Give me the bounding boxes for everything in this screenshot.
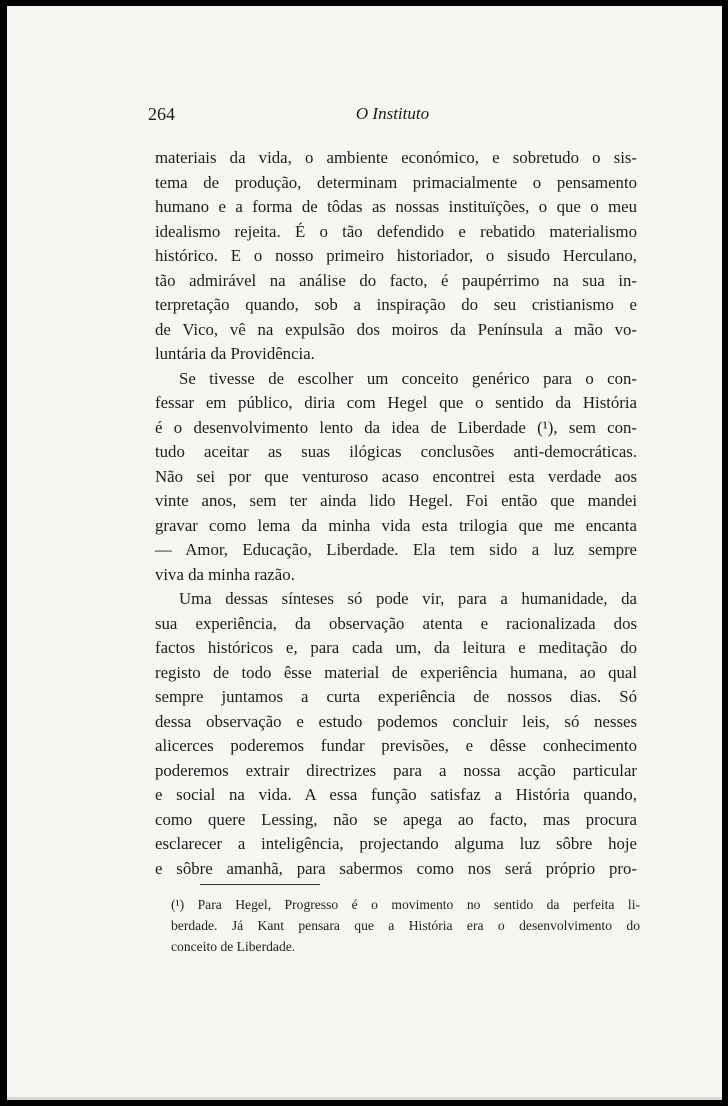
text-line: vinte anos, sem ter ainda lido Hegel. Foi então que mandei (155, 491, 637, 510)
text-line: dessa observação e estudo podemos concluir leis, só nesses (155, 711, 637, 731)
text-line: gravar como lema da minha vida esta trilogia que me encanta (155, 515, 637, 535)
text-line: viva da minha razão. (155, 564, 295, 584)
text-line: terpretação quando, sob a inspiração do seu cristianismo e (155, 295, 637, 314)
text-line: luntária da Providência. (155, 344, 315, 363)
text-line: tudo aceitar as suas ilógicas conclusões anti-democráticas. (155, 442, 637, 461)
footnotes (171, 894, 640, 957)
text-line: e social na vida. A essa função satisfaz a História quando, (155, 785, 637, 804)
text-line: sempre juntamos a curta experiência de nossos dias. Só (155, 687, 637, 706)
footnote-divider (200, 884, 320, 885)
footnote-line: conceito de Liberdade. (171, 939, 296, 954)
text-line: fessar em público, diria com Hegel que o sentido da História (155, 393, 637, 412)
text-line: histórico. E o nosso primeiro historiador, o sisudo Herculano, (155, 246, 637, 265)
footnote-line: berdade. Já Kant pensara que a História era o desenvolvimento do (171, 918, 640, 933)
text-line: e sôbre amanhã, para sabermos como nos será próprio pro- (155, 858, 637, 878)
scanned-page (7, 6, 722, 1100)
running-title: O Instituto (355, 104, 430, 123)
text-line: Não sei por que venturoso acaso encontrei esta verdade aos (155, 466, 637, 486)
text-line: sua experiência, da observação atenta e racionalizada dos (155, 613, 637, 633)
text-line: tema de produção, determinam primacialmente o pensamento (155, 172, 637, 192)
text-line: esclarecer a inteligência, projectando alguma luz sôbre hoje (155, 834, 637, 853)
page-number: 264 (148, 104, 175, 124)
text-line: poderemos extrair directrizes para a nossa acção particular (155, 760, 637, 780)
text-line: — Amor, Educação, Liberdade. Ela tem sido a luz sempre (155, 540, 637, 559)
text-line: Uma dessas sínteses só pode vir, para a humanidade, da (179, 589, 637, 608)
footnote-line: (¹) Para Hegel, Progresso é o movimento no sentido da perfeita li- (171, 897, 640, 912)
text-line: registo de todo êsse material de experiência humana, ao qual (155, 662, 637, 682)
text-line: idealismo rejeita. É o tão defendido e rebatido materialismo (155, 221, 637, 241)
text-line: é o desenvolvimento lento da idea de Liberdade (¹), sem con- (155, 417, 637, 437)
text-line: humano e a forma de tôdas as nossas instituïções, o que o meu (155, 197, 637, 216)
text-line: materiais da vida, o ambiente económico, e sobretudo o sis- (155, 148, 637, 167)
text-line: factos históricos e, para cada um, da leitura e meditação do (155, 638, 637, 657)
text-line: como quere Lessing, não se apega ao facto, mas procura (155, 809, 637, 829)
body-text (155, 146, 637, 881)
page-header (148, 104, 637, 128)
text-line: Se tivesse de escolher um conceito genérico para o con- (179, 368, 637, 388)
text-line: alicerces poderemos fundar previsões, e dêsse conhecimento (155, 736, 637, 755)
text-line: de Vico, vê na expulsão dos moiros da Península a mão vo- (155, 319, 637, 339)
text-line: tão admirável na análise do facto, é paupérrimo na sua in- (155, 270, 637, 290)
